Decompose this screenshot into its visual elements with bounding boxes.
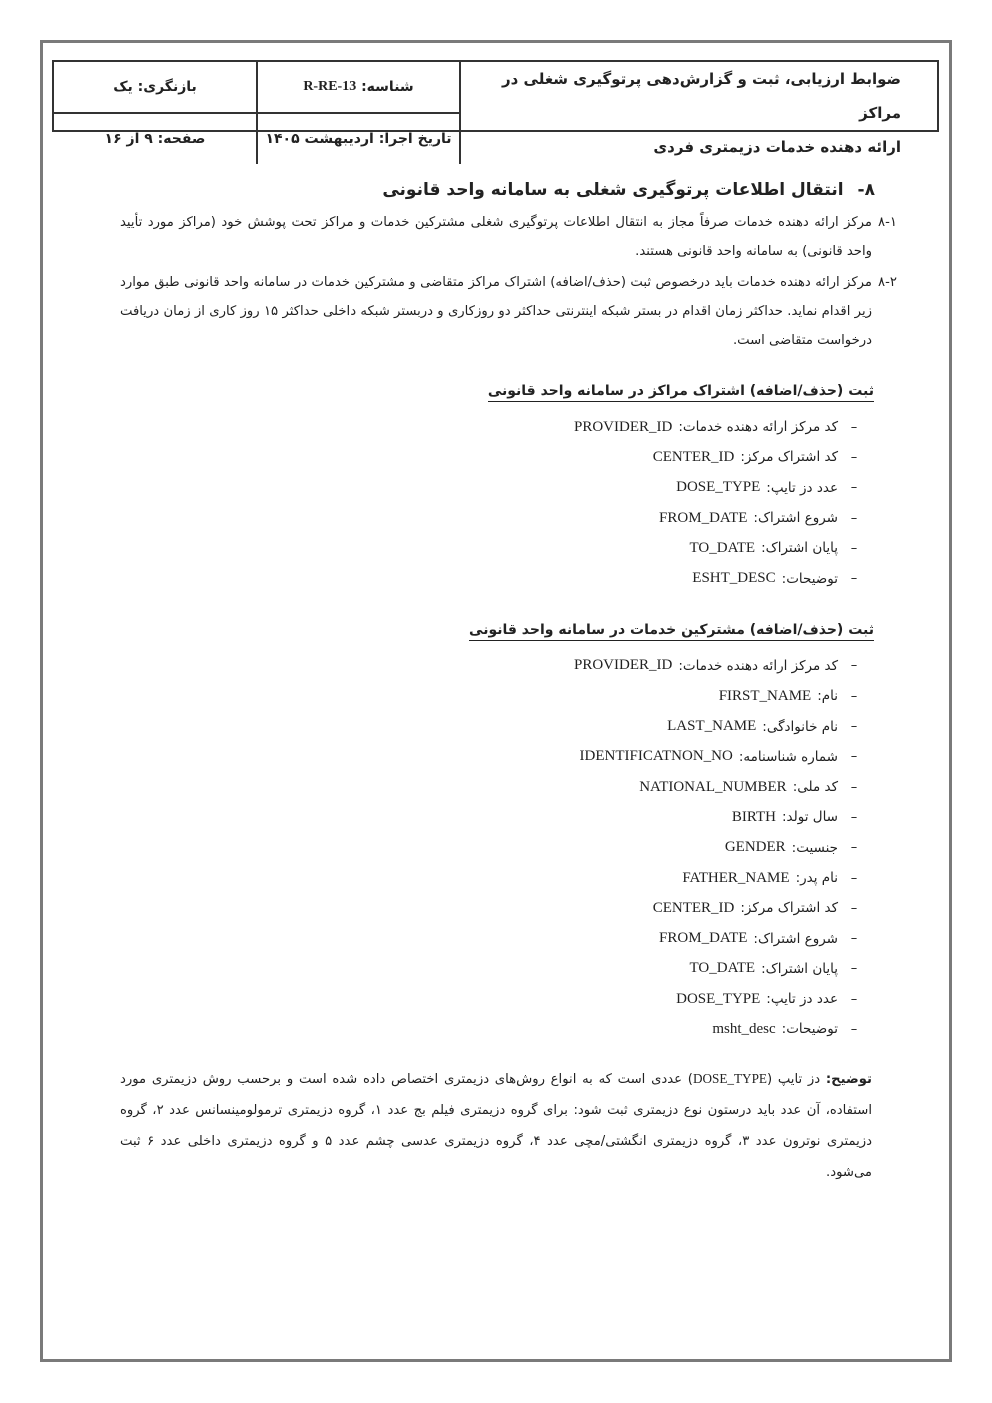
field-code: TO_DATE — [689, 539, 756, 556]
field-label: پایان اشتراک: — [761, 960, 838, 977]
section-heading — [120, 180, 875, 200]
list-item — [120, 893, 870, 923]
list-item — [120, 833, 870, 863]
service-subscribers-fields — [120, 651, 872, 1045]
document-title-line1: ضوابط ارزیابی، ثبت و گزارش‌دهی پرتوگیری شغلی در مراکز — [501, 70, 901, 122]
field-code: FROM_DATE — [659, 930, 748, 947]
document-body — [120, 180, 897, 1188]
dash-bullet: – — [850, 809, 858, 825]
paragraph-text: مرکز ارائه دهنده خدمات باید درخصوص ثبت (حذف/اضافه) اشتراک مراکز متقاضی و مشترکین خدمات در سامانه واحد قانونی طبق موارد زیر اقدام نماید. حداکثر زمان اقدام در بستر شبکه اینترنتی حداکثر دو روزکاری و دربستر شبکه داخلی حداکثر ۱۵ روز کاری از زمان دریافت درخواست متقاضی است. — [120, 275, 872, 348]
list-item — [120, 1014, 870, 1044]
list-item — [120, 563, 870, 593]
field-code: CENTER_ID — [652, 899, 735, 916]
service-subscribers-heading: ثبت (حذف/اضافه) مشترکین خدمات در سامانه واحد قانونی — [469, 622, 874, 641]
field-label: کد مرکز ارائه دهنده خدمات: — [678, 657, 838, 674]
dash-bullet: – — [850, 840, 858, 856]
document-title — [459, 62, 937, 164]
document-title-line2: ارائه دهنده خدمات دزیمتری فردی — [653, 138, 901, 156]
field-label: شروع اشتراک: — [753, 510, 838, 527]
list-item — [120, 442, 870, 472]
paragraph-8-1 — [120, 208, 897, 266]
field-label: نام: — [817, 688, 838, 705]
effective-date — [256, 114, 459, 164]
field-label: عدد دز تایپ: — [766, 991, 838, 1008]
dash-bullet: – — [850, 419, 858, 435]
section-title: انتقال اطلاعات پرتوگیری شغلی به سامانه واحد قانونی — [382, 180, 844, 200]
center-subscription-heading: ثبت (حذف/اضافه) اشتراک مراکز در سامانه واحد قانونی — [488, 383, 874, 402]
dash-bullet: – — [850, 749, 858, 765]
field-label: نام پدر: — [795, 870, 838, 886]
paragraph-8-2 — [120, 268, 897, 355]
dash-bullet: – — [850, 480, 858, 496]
field-label: پایان اشتراک: — [761, 540, 838, 557]
field-code: PROVIDER_ID — [574, 418, 673, 435]
field-label: کد ملی: — [792, 779, 838, 796]
dash-bullet: – — [850, 658, 858, 674]
list-item — [120, 533, 870, 563]
field-code: TO_DATE — [689, 960, 756, 977]
field-label: کد مرکز ارائه دهنده خدمات: — [678, 419, 838, 436]
field-label: کد اشتراک مرکز: — [740, 900, 838, 917]
field-code: DOSE_TYPE — [676, 479, 761, 496]
field-label: توضیحات: — [781, 1021, 838, 1038]
field-code: GENDER — [724, 839, 786, 856]
field-label: کد اشتراک مرکز: — [740, 449, 838, 466]
field-label: نام خانوادگی: — [762, 718, 838, 735]
dash-bullet: – — [850, 510, 858, 526]
dash-bullet: – — [850, 719, 858, 735]
dash-bullet: – — [850, 870, 858, 886]
list-item — [120, 412, 870, 442]
note-text-before: دز تایپ ( — [766, 1071, 826, 1087]
document-header — [52, 60, 939, 156]
note-text-after: ) عددی است که به انواع روش‌های دزیمتری اختصاص داده شده است و برحسب روش دزیمتری مورد استفاده، آن عدد باید درستون نوع دزیمتری ثبت شود: برای گروه دزیمتری فیلم بج عدد ۱، گروه دزیمتری ترمولومینسانس عدد ۲، گروه دزیمتری نوترون عدد ۳، گروه دزیمتری انگشتی/مچی عدد ۴، گروه دزیمتری عدسی چشم عدد ۵ و گروه دزیمتری داخلی عدد ۶ ثبت می‌شود. — [120, 1071, 872, 1180]
field-code: BIRTH — [731, 808, 776, 825]
dash-bullet: – — [850, 779, 858, 795]
note-label: توضیح: — [825, 1071, 872, 1087]
list-item — [120, 772, 870, 802]
paragraph-number: ۸-۲ — [878, 275, 897, 290]
field-code: FATHER_NAME — [682, 869, 790, 886]
paragraph-number: ۸-۱ — [878, 215, 897, 230]
list-item — [120, 984, 870, 1014]
field-code: LAST_NAME — [667, 718, 757, 735]
field-label: شروع اشتراک: — [753, 930, 838, 947]
field-code: PROVIDER_ID — [574, 657, 673, 674]
list-item — [120, 473, 870, 503]
list-item — [120, 503, 870, 533]
page-number-value: ۹ از ۱۶ — [104, 131, 153, 147]
dash-bullet: – — [850, 961, 858, 977]
dash-bullet: – — [850, 540, 858, 556]
page-number — [54, 114, 256, 164]
field-label: جنسیت: — [791, 839, 838, 856]
dash-bullet: – — [850, 571, 858, 587]
field-code: ESHT_DESC — [692, 570, 776, 587]
revision — [54, 62, 256, 114]
field-code: FROM_DATE — [659, 509, 748, 526]
list-item — [120, 802, 870, 832]
list-item — [120, 923, 870, 953]
page-number-label: صفحه: — [157, 131, 206, 147]
list-item — [120, 954, 870, 984]
document-id-value: R-RE-13 — [303, 79, 357, 94]
center-subscription-fields — [120, 412, 872, 594]
effective-date-label: تاریخ اجرا: — [378, 131, 452, 147]
dash-bullet: – — [850, 688, 858, 704]
effective-date-value: اردیبهشت ۱۴۰۵ — [265, 131, 374, 147]
dash-bullet: – — [850, 991, 858, 1007]
field-code: NATIONAL_NUMBER — [639, 778, 787, 795]
field-code: CENTER_ID — [652, 448, 735, 465]
dose-type-note — [120, 1063, 872, 1188]
field-label: توضیحات: — [781, 570, 838, 587]
list-item — [120, 742, 870, 772]
dash-bullet: – — [850, 900, 858, 916]
field-label: شماره شناسنامه: — [738, 748, 838, 765]
revision-label: بازنگری: — [137, 79, 197, 95]
field-code: msht_desc — [712, 1020, 776, 1037]
list-item — [120, 863, 870, 893]
dash-bullet: – — [850, 931, 858, 947]
note-code: DOSE_TYPE — [692, 1070, 767, 1086]
field-code: IDENTIFICATNON_NO — [579, 748, 733, 765]
list-item — [120, 711, 870, 741]
dash-bullet: – — [850, 449, 858, 465]
field-code: DOSE_TYPE — [676, 990, 761, 1007]
field-code: FIRST_NAME — [718, 687, 812, 704]
field-label: سال تولد: — [781, 809, 838, 826]
document-id — [256, 62, 459, 114]
dash-bullet: – — [850, 1021, 858, 1037]
paragraph-text: مرکز ارائه دهنده خدمات صرفاً مجاز به انتقال اطلاعات پرتوگیری شغلی مشترکین خدمات و مراکز تحت پوشش خود (مراکز مورد تأیید واحد قانونی) به سامانه واحد قانونی هستند. — [120, 215, 872, 259]
section-number: ۸- — [857, 180, 875, 200]
field-label: عدد دز تایپ: — [766, 479, 838, 496]
list-item — [120, 681, 870, 711]
document-id-label: شناسه: — [361, 79, 414, 95]
list-item — [120, 651, 870, 681]
revision-value: یک — [113, 79, 133, 95]
